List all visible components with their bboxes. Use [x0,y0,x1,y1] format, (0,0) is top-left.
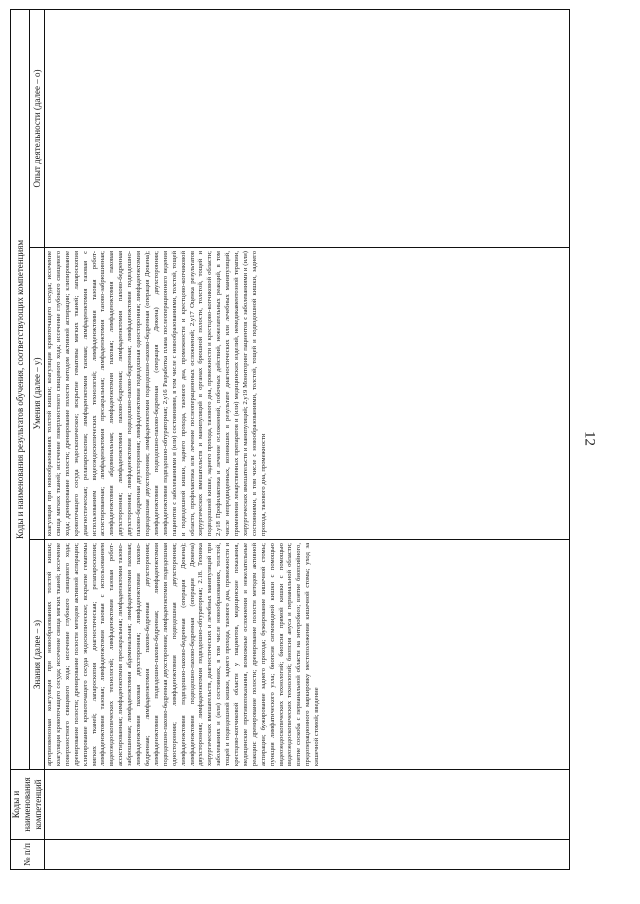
skills-text: коагуляция при новообразованиях толстой кишки; коагуляция кровоточащего сосуда; иссечение свища мягких тканей; иссечение поверхностного свищевого хода; иссечение глубокого свищевого хода; дренирование полости; дренирование полости методом активной аспирации; клипирование кровоточащего сосуда эндоскопическое; вскрытие гематомы мягких тканей; лапароскопия диагностическая; релапароскопия; лимфаденэктомия тазовая; лимфаденэктомия тазовая с использованием видеоэндоскопических технологий; лимфаденэктомия тазовая робот-ассистированная; лимфаденэктомия пресакральная; лимфаденэктомия тазово-забрюшинная; лимфаденэктомия абдоминальная; лимфаденэктомия паховая; лимфаденэктомия паховая двухсторонняя; лимфаденэктомия пахово-бедренная; лимфаденэктомия пахово-бедренная двухсторонняя; лимфаденэктомия подвздошно-пахово-бедренная; лимфаденэктомия подвздошно-пахово-бедренная двухсторонняя; лимфаденэктомия подвздошная односторонняя; лимфаденэктомия подвздошная двухсторонняя; лимфаденэктомия подвздошно-пахово-бедренная (операция Дюкена); лимфаденэктомия подвздошно-пахово-бедренная (операция Дюкена) двухсторонняя; лимфаденэктомия подвздошно-обтураторная; 2.у16 Разработка плана послеоперационного ведения пациентов с заболеваниями и (или) состояниями, в том числе с новообразованиями, толстой, тощей и подвздошной кишки, заднего прохода, тазового дна, промежности и крестцово-копчиковой области, профилактика или лечение послеоперационных осложнений; 2.у17 Оценка результатов хирургических вмешательств и манипуляций в органах брюшной полости, толстой, тощей и подвздошной кишке, заднего прохода, тазового дна, промежности и крестцово-копчиковой области; 2.у18 Профилактика и лечение осложнений, побочных действий, нежелательных реакций, в том числе непредвиденных, возникших в результате диагностических или лечебных манипуляций, применения лекарственных препаратов и (или) медицинских изделий, немедикаментозной терапии, хирургических вмешательств и манипуляций; 2.у19 Мониторинг пациентов с заболеваниями и (или) состояниями, в том числе с новообразованиями, толстой, тощей и подвздошной кишки, заднего прохода, тазового дна, промежности [46,251,267,536]
cell-num [45,840,570,870]
header-codes: Коды и наименования компетенций [11,770,45,840]
header-results-group: Коды и наименования результатов обучения, соответствующих компетенциям [11,10,30,770]
header-knowledge: Знания (далее – з) [30,540,45,770]
page-number: 12 [581,431,598,446]
header-num: № п/п [11,840,45,870]
header-skills: Умения (далее – у) [30,248,45,540]
cell-knowledge [45,540,570,770]
cell-experience [45,10,570,248]
table-row [45,10,570,870]
cell-skills [45,248,570,540]
cell-codes [45,770,570,840]
rotated-table-wrapper [10,10,570,870]
knowledge-text: артериовенозная коагуляция при новообразованиях толстой кишки; коагуляция кровоточащего сосуда; иссечение свища мягких тканей; иссечение поверхностного свищевого хода; иссечение глубокого свищевого хода; дренирование полости; дренирование полости методом активной аспирации; клипирование кровоточащего сосуда эндоскопическое; вскрытие гематомы мягких тканей; лапароскопия диагностическая; релапароскопия; лимфаденэктомия тазовая; лимфаденэктомия тазовая с использованием видеоэндоскопических технологий; лимфаденэктомия тазовая робот-ассистированная; лимфаденэктомия пресакральная; лимфаденэктомия тазово-забрюшинная; лимфаденэктомия абдоминальная; лимфаденэктомия паховая; лимфаденэктомия паховая двухсторонняя; лимфаденэктомия пахово-бедренная; лимфаденэктомия пахово-бедренная двухсторонняя; лимфаденэктомия подвздошно-пахово-бедренная; лимфаденэктомия подвздошно-пахово-бедренная двухсторонняя; лимфаденэктомия подвздошная односторонняя; лимфаденэктомия подвздошная двухсторонняя; лимфаденэктомия подвздошно-пахово-бедренная (операция Дюкена); лимфаденэктомия подвздошно-пахово-бедренная (операция Дюкена) двухсторонняя; лимфаденэктомия подвздошно-обтураторная; 2.18. Техника хирургических вмешательств, диагностических и лечебных манипуляций при заболеваниях и (или) состояниях, в том числе новообразованиях, толстой, тощей и подвздошной кишки, заднего прохода, тазового дна, промежности и крестцово-копчиковой области у пациентов, медицинские показания, медицинские противопоказания, возможные осложнения и нежелательные реакции: дренирование полости; дренирование полости методом активной аспирации; бужирование заднего прохода; бужирование кишечной стомы; пункция лимфатического узла; биопсия сигмовидной кишки с помощью видеоэндоскопических технологий; биопсия прямой кишки с помощью видеоэндоскопических технологий; биопсия ануса и перианальной области; взятие соскоба с перианальной области на энтеробиоз; взятие биопсийного, предоперационного маркировку местоположения кишечной стомы; уход за кишечной стомой; введение [46,543,321,766]
competency-table [10,9,570,870]
header-experience: Опыт деятельности (далее – о) [30,10,45,248]
